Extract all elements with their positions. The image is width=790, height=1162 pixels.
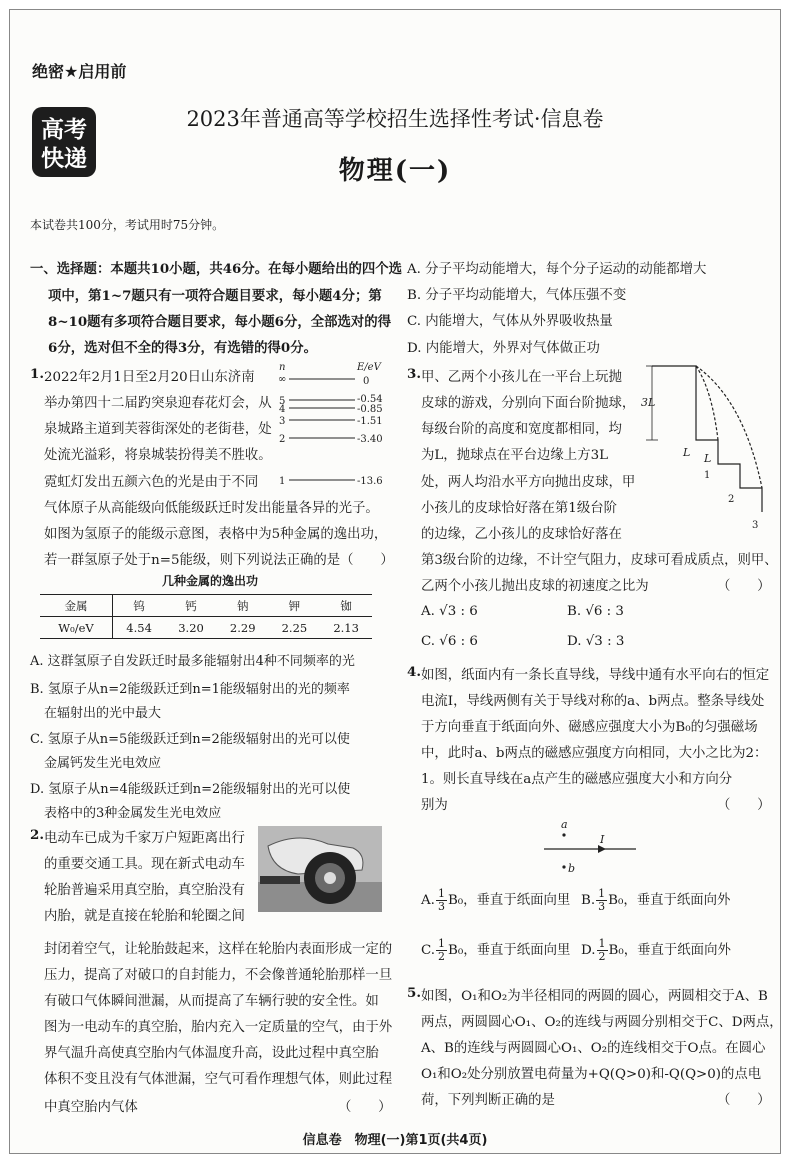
table-row — [40, 595, 372, 617]
q3-answer-paren[interactable]: （ ） — [717, 579, 771, 594]
fraction — [436, 888, 447, 913]
q4-text-line: 别为 — [421, 798, 448, 813]
page-footer: 信息卷 物理(一)第1页(共4页) — [302, 1133, 488, 1148]
q2-text-line: 封闭着空气，让轮胎鼓起来，这样在轮胎内表面形成一定的 — [44, 942, 393, 957]
level-n: 5 — [279, 396, 286, 407]
table-cell: 钾 — [269, 595, 321, 617]
q5-text-line: 荷，下列判断正确的是 — [421, 1093, 555, 1108]
q2-number: 2. — [30, 827, 44, 843]
q2-option-a[interactable]: A. 分子平均动能增大，每个分子运动的动能都增大 — [407, 262, 707, 277]
stairs-step-label: L — [704, 452, 712, 465]
energy-level-diagram — [275, 360, 395, 495]
stairs-step-label: L — [683, 446, 691, 459]
table-cell: 钨 — [113, 595, 166, 617]
fraction-num: 1 — [438, 937, 446, 950]
q3-option-c[interactable]: C. √6 : 6 — [421, 634, 478, 649]
q1-option-d[interactable]: D. 氢原子从n=4能级跃迁到n=2能级辐射出的光可以使 — [30, 782, 351, 797]
q5-number: 5. — [407, 985, 421, 1001]
level-e: 0 — [363, 376, 370, 387]
ebike-tire-photo — [258, 826, 382, 912]
q4-text-line: 电流I，导线两侧有关于导线对称的a、b两点。整条导线处 — [421, 694, 765, 709]
q1-text-line: 举办第四十二届趵突泉迎春花灯会，从 — [44, 396, 272, 411]
q5-text-line: 如图，O₁和O₂为半径相同的两圆的圆心，两圆相交于A、B — [421, 989, 768, 1004]
stairs-diagram — [640, 360, 775, 535]
q1-text-line: 处流光溢彩，将泉城装扮得美不胜收。 — [44, 448, 272, 463]
q3-text-line: 皮球的游戏，分别向下面台阶抛球， — [421, 396, 636, 411]
exam-title: 2023年普通高等学校招生选择性考试·信息卷 — [186, 107, 604, 131]
exam-subtitle: 物理(一) — [338, 156, 452, 186]
level-e: -0.85 — [357, 404, 383, 415]
q1-option-c-cont: 金属钙发生光电效应 — [44, 756, 162, 771]
fraction — [597, 938, 608, 963]
q2-text-line: 电动车已成为千家万户短距离出行 — [44, 831, 245, 846]
q1-text-line: 气体原子从高能级向低能级跃迁时发出能量各异的光子。 — [44, 501, 379, 516]
q5-text-line: 两点，两圆圆心O₁、O₂的连线与两圆分别相交于C、D两点， — [421, 1015, 783, 1030]
q4-number: 4. — [407, 664, 421, 680]
q2-text-line: 轮胎普遍采用真空胎，真空胎没有 — [44, 883, 245, 898]
q3-text-line: 的边缘，乙小孩儿的皮球恰好落在 — [421, 527, 622, 542]
q3-text-line: 每级台阶的高度和宽度都相同，均 — [421, 422, 622, 437]
q4-text-line: 如图，纸面内有一条长直导线，导线中通有水平向右的恒定 — [421, 668, 770, 683]
fraction-num: 1 — [437, 887, 445, 900]
logo-text-bottom: 快递 — [41, 146, 87, 172]
fraction — [596, 888, 607, 913]
q1-option-b-cont: 在辐射出的光中最大 — [44, 706, 162, 721]
q2-text-line: 压力，提高了对破口的自封能力，不会像普通轮胎那样一旦 — [44, 968, 393, 983]
q3-text-line: 小孩儿的皮球恰好落在第1级台阶 — [421, 501, 617, 516]
fraction-den: 3 — [598, 900, 606, 913]
q3-number: 3. — [407, 366, 421, 382]
q2-option-d[interactable]: D. 内能增大，外界对气体做正功 — [407, 341, 600, 356]
level-e: -13.6 — [357, 476, 383, 487]
option-letter: D. — [581, 943, 596, 958]
q2-text-line: 的重要交通工具。现在新式电动车 — [44, 857, 245, 872]
current-label: I — [600, 833, 605, 846]
q1-text-line: 霓虹灯发出五颜六色的光是由于不同 — [44, 475, 259, 490]
q1-text-line: 2022年2月1日至2月20日山东济南 — [44, 370, 255, 385]
q1-text-line: 若一群氢原子处于n=5能级，则下列说法正确的是（ ） — [44, 553, 394, 568]
fraction-den: 2 — [438, 950, 446, 963]
table-cell: 铷 — [320, 595, 372, 617]
q4-option-a[interactable] — [421, 888, 570, 913]
level-n: 1 — [279, 476, 286, 487]
level-e: -3.40 — [357, 434, 383, 445]
table-cell: 金属 — [40, 595, 113, 617]
stairs-step-number: 3 — [752, 520, 759, 531]
table-cell: 3.20 — [178, 620, 204, 635]
q2-option-b[interactable]: B. 分子平均动能增大，气体压强不变 — [407, 288, 627, 303]
q2-text-line: 界气温升高使真空胎内气体温度升高，设此过程中真空胎 — [44, 1046, 379, 1061]
q4-text-line: 中，此时a、b两点的磁感应强度方向相同，大小之比为2： — [421, 746, 768, 761]
confidential-label: 绝密★启用前 — [32, 62, 127, 81]
energy-e-label: E/eV — [357, 362, 381, 373]
table-cell: 钙 — [165, 595, 217, 617]
option-text: B₀，垂直于纸面向外 — [608, 893, 731, 908]
section-heading-line: 8~10题有多项符合题目要求，每小题6分，全部选对的得 — [48, 314, 392, 330]
q3-text-line: 为L，抛球点在平台边缘上方3L — [421, 448, 608, 463]
q1-option-c[interactable]: C. 氢原子从n=5能级跃迁到n=2能级辐射出的光可以使 — [30, 732, 350, 747]
q3-text-line: 甲、乙两个小孩儿在一平台上玩抛 — [421, 370, 622, 385]
level-n: ∞ — [278, 374, 287, 385]
exam-intro: 本试卷共100分，考试用时75分钟。 — [30, 218, 225, 232]
q4-option-d[interactable] — [581, 938, 731, 963]
q4-text-line: 于方向垂直于纸面向外、磁感应强度大小为B₀的匀强磁场 — [421, 720, 758, 735]
level-e: -1.51 — [357, 416, 383, 427]
q2-answer-paren[interactable]: （ ） — [338, 1100, 392, 1115]
fraction — [436, 938, 447, 963]
option-text: B₀，垂直于纸面向外 — [608, 943, 731, 958]
point-a-label: a — [561, 818, 568, 831]
q3-option-b[interactable]: B. √6 : 3 — [567, 604, 624, 619]
level-n: 3 — [279, 416, 286, 427]
option-text: B₀，垂直于纸面向里 — [447, 893, 571, 908]
q1-option-d-cont: 表格中的3种金属发生光电效应 — [44, 806, 222, 821]
table-cell: 2.25 — [281, 620, 308, 635]
q4-answer-paren[interactable]: （ ） — [717, 798, 771, 813]
metal-work-function-table — [40, 594, 372, 639]
section-heading-line: 项中，第1~7题只有一项符合题目要求，每小题4分；第 — [48, 288, 382, 304]
wire-diagram — [540, 815, 650, 877]
fraction-den: 3 — [437, 900, 445, 913]
q3-text-line: 处，两人均沿水平方向抛出皮球，甲 — [421, 475, 636, 490]
option-text: B₀，垂直于纸面向里 — [448, 943, 571, 958]
q4-option-b[interactable] — [581, 888, 730, 913]
table-cell: W₀/eV — [40, 617, 113, 639]
q3-text-line: 乙两个小孩儿抛出皮球的初速度之比为 — [421, 579, 649, 594]
logo-text-top: 高考 — [41, 117, 87, 143]
q2-text-line: 内胎，就是直接在轮胎和轮圈之间 — [44, 909, 245, 924]
metal-table-title: 几种金属的逸出功 — [161, 574, 258, 588]
stairs-height-label: 3L — [641, 396, 656, 409]
section-heading-line: 一、选择题：本题共10小题，共46分。在每小题给出的四个选 — [30, 261, 403, 277]
q1-text-line: 如图为氢原子的能级示意图，表格中为5种金属的逸出功， — [44, 527, 388, 542]
q3-option-d[interactable]: D. √3 : 3 — [567, 634, 625, 649]
q4-option-c[interactable] — [421, 938, 570, 963]
fraction-num: 1 — [598, 887, 606, 900]
q5-answer-paren[interactable]: （ ） — [717, 1093, 771, 1108]
table-cell: 2.29 — [229, 620, 256, 635]
q3-text-line: 第3级台阶的边缘，不计空气阻力，皮球可看成质点，则甲、 — [421, 553, 778, 568]
level-n: 2 — [279, 434, 286, 445]
q2-option-c[interactable]: C. 内能增大，气体从外界吸收热量 — [407, 314, 613, 329]
fraction-den: 2 — [598, 950, 606, 963]
option-letter: B. — [581, 893, 596, 908]
option-letter: C. — [421, 943, 436, 958]
q1-option-a[interactable]: A. 这群氢原子自发跃迁时最多能辐射出4种不同频率的光 — [30, 654, 355, 669]
q4-text-line: 1。则长直导线在a点产生的磁感应强度大小和方向分 — [421, 772, 733, 787]
q5-text-line: O₁和O₂处分别放置电荷量为+Q(Q>0)和-Q(Q>0)的点电 — [421, 1067, 762, 1082]
q2-text-line: 体积不变且没有气体泄漏，空气可看作理想气体，则此过程 — [44, 1072, 393, 1087]
option-letter: A. — [421, 893, 435, 908]
table-cell: 4.54 — [126, 620, 152, 635]
point-b-label: b — [568, 862, 576, 875]
q5-text-line: A、B的连线与两圆圆心O₁、O₂的连线相交于O点。在圆心 — [421, 1041, 766, 1056]
q1-text-line: 泉城路主道到芙蓉街深处的老街巷，处 — [44, 422, 272, 437]
stairs-step-number: 1 — [704, 470, 711, 481]
q2-text-line: 图为一电动车的真空胎，胎内充入一定质量的空气，由于外 — [44, 1020, 393, 1035]
fraction-num: 1 — [598, 937, 606, 950]
energy-n-label: n — [279, 362, 286, 373]
q1-option-b[interactable]: B. 氢原子从n=2能级跃迁到n=1能级辐射出的光的频率 — [30, 682, 350, 697]
table-row — [40, 617, 372, 639]
table-cell: 钠 — [217, 595, 269, 617]
section-heading-line: 6分，选对但不全的得3分，有选错的得0分。 — [48, 340, 317, 356]
q1-number: 1. — [30, 366, 44, 382]
q2-text-line: 有破口气体瞬间泄漏，从而提高了车辆行驶的安全性。如 — [44, 994, 379, 1009]
q3-option-a[interactable]: A. √3 : 6 — [421, 604, 478, 619]
q2-text-line: 中真空胎内气体 — [44, 1100, 138, 1115]
table-cell: 2.13 — [333, 620, 359, 635]
stairs-step-number: 2 — [728, 494, 735, 505]
level-e: -0.54 — [357, 394, 383, 405]
level-n: 4 — [279, 404, 286, 415]
